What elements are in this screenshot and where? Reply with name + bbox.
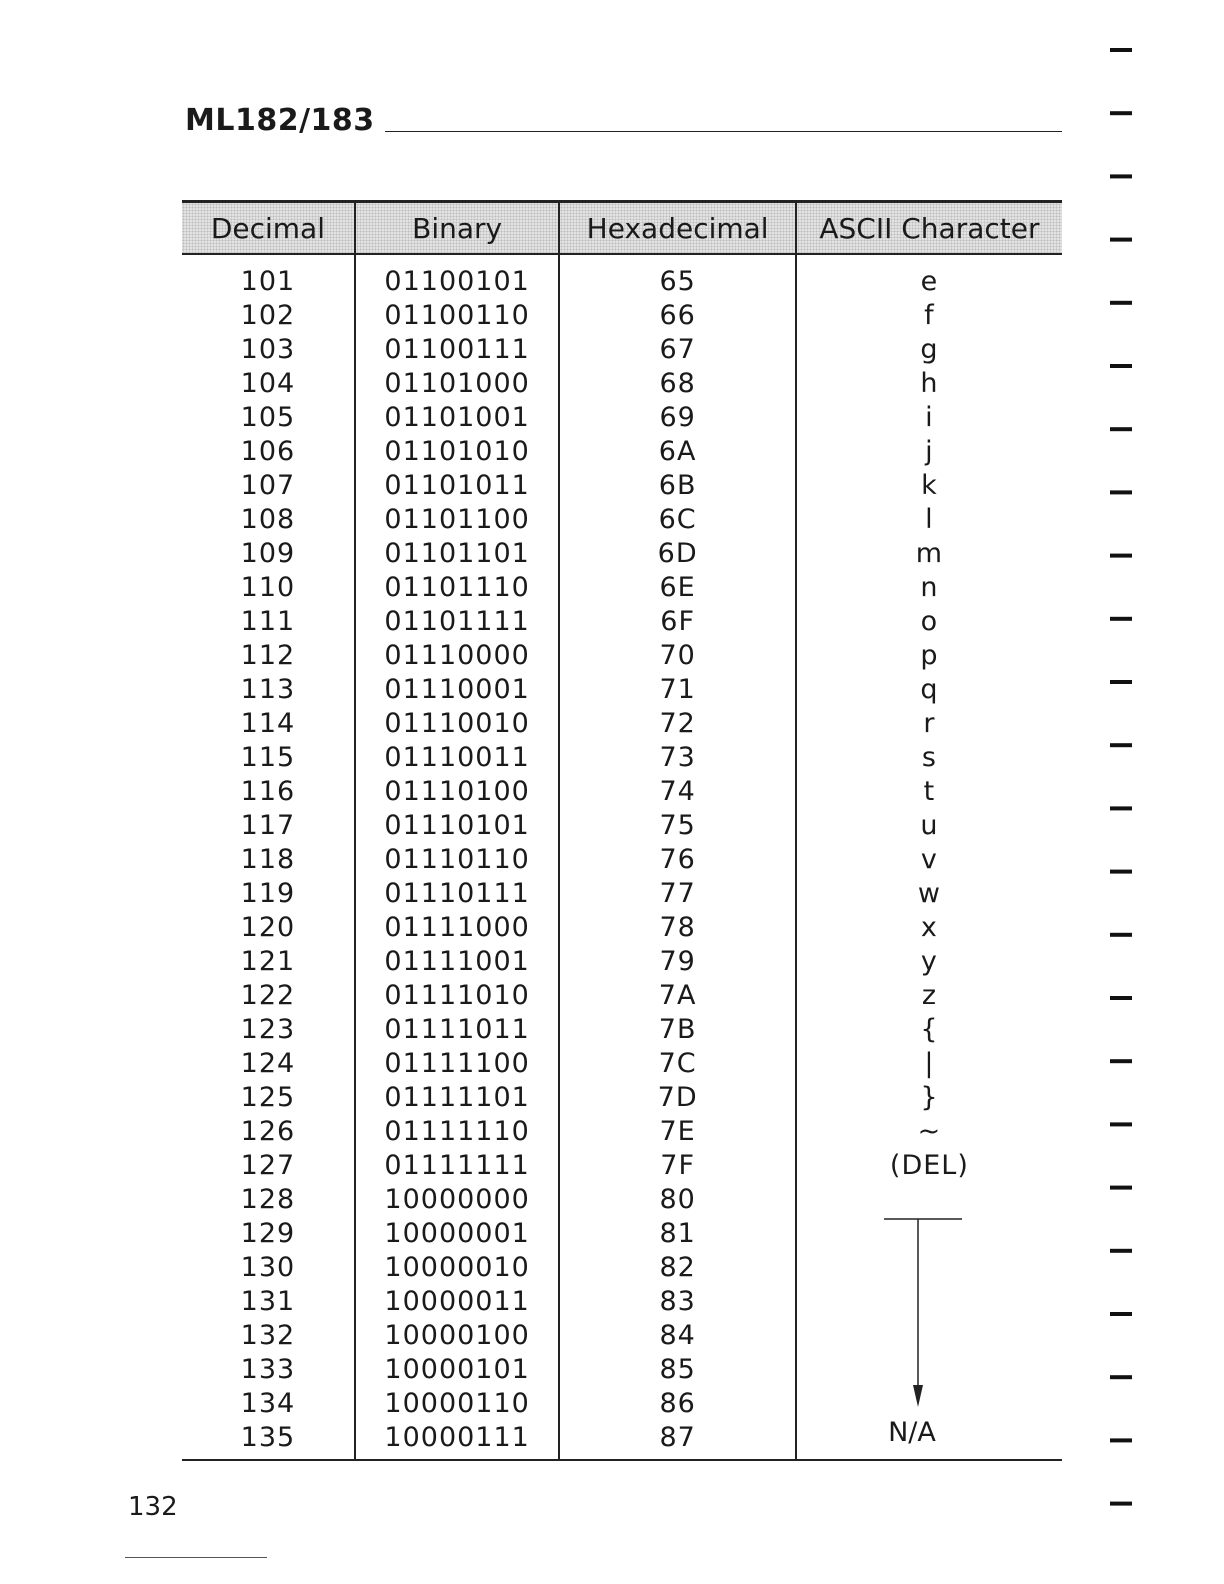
- ascii-cell: g: [920, 334, 939, 365]
- model-title: ML182/183: [185, 103, 375, 138]
- ascii-cell: k: [921, 470, 938, 501]
- hexadecimal-cell: 6F: [660, 606, 695, 637]
- hexadecimal-cell: 78: [659, 912, 696, 943]
- hexadecimal-cell: 83: [659, 1286, 696, 1317]
- binding-mark: [1110, 238, 1132, 242]
- decimal-cell: 105: [240, 402, 296, 433]
- ascii-cell: ~: [917, 1116, 942, 1147]
- binary-cell: 10000110: [384, 1388, 530, 1419]
- hexadecimal-cell: 87: [659, 1422, 696, 1453]
- hexadecimal-cell: 6E: [659, 572, 696, 603]
- hexadecimal-cell: 75: [659, 810, 696, 841]
- ascii-cell: u: [920, 810, 939, 841]
- hexadecimal-cell: 66: [659, 300, 696, 331]
- binary-cell: 01101010: [384, 436, 530, 467]
- binary-cell: 10000101: [384, 1354, 530, 1385]
- binary-cell: 01100110: [384, 300, 530, 331]
- binding-mark: [1110, 1438, 1132, 1442]
- ascii-cell: m: [915, 538, 944, 569]
- binding-mark: [1110, 996, 1132, 1000]
- binary-cell: 01111000: [384, 912, 530, 943]
- decimal-cell: 111: [240, 606, 296, 637]
- binding-mark: [1110, 1375, 1132, 1379]
- hexadecimal-cell: 6A: [658, 436, 697, 467]
- binary-cell: 01110000: [384, 640, 530, 671]
- binary-cell: 01111011: [384, 1014, 530, 1045]
- binary-cell: 01111101: [384, 1082, 530, 1113]
- na-label: N/A: [888, 1417, 936, 1448]
- binding-mark: [1110, 1249, 1132, 1253]
- binary-cell: 01111111: [384, 1150, 530, 1181]
- decimal-cell: 116: [240, 776, 296, 807]
- binding-mark: [1110, 364, 1132, 368]
- binding-mark: [1110, 174, 1132, 178]
- decimal-cell: 112: [240, 640, 296, 671]
- hexadecimal-cell: 69: [659, 402, 696, 433]
- ascii-cell: e: [920, 266, 939, 297]
- ascii-cell: j: [925, 436, 934, 467]
- binding-mark: [1110, 1059, 1132, 1063]
- binary-cell: 01110100: [384, 776, 530, 807]
- binary-cell: 01100111: [384, 334, 530, 365]
- binary-cell: 01110111: [384, 878, 530, 909]
- hexadecimal-cell: 71: [659, 674, 696, 705]
- binding-mark: [1110, 870, 1132, 874]
- binding-mark: [1110, 554, 1132, 558]
- hexadecimal-cell: 6B: [658, 470, 697, 501]
- decimal-cell: 135: [240, 1422, 296, 1453]
- ascii-cell: i: [925, 402, 934, 433]
- binding-mark: [1110, 1502, 1132, 1506]
- column-hexadecimal: [560, 255, 796, 1459]
- binary-cell: 01101000: [384, 368, 530, 399]
- binary-cell: 01101110: [384, 572, 530, 603]
- header-rule: [385, 131, 1062, 132]
- binary-cell: 01110011: [384, 742, 530, 773]
- hexadecimal-cell: 82: [659, 1252, 696, 1283]
- hexadecimal-cell: 7E: [659, 1116, 696, 1147]
- ascii-cell: o: [920, 606, 939, 637]
- binary-cell: 01111001: [384, 946, 530, 977]
- header-ascii: ASCII Character: [819, 211, 1040, 245]
- hexadecimal-cell: 7F: [660, 1150, 695, 1181]
- table-header-row: [182, 200, 1062, 255]
- hexadecimal-cell: 84: [659, 1320, 696, 1351]
- binary-cell: 01101101: [384, 538, 530, 569]
- decimal-cell: 103: [240, 334, 296, 365]
- footer-rule: [125, 1557, 267, 1558]
- hexadecimal-cell: 7B: [658, 1014, 697, 1045]
- ascii-cell: z: [921, 980, 937, 1011]
- binary-cell: 01111110: [384, 1116, 530, 1147]
- hexadecimal-cell: 6D: [657, 538, 698, 569]
- binding-mark: [1110, 427, 1132, 431]
- decimal-cell: 123: [240, 1014, 296, 1045]
- hexadecimal-cell: 72: [659, 708, 696, 739]
- header-decimal: Decimal: [182, 203, 356, 253]
- decimal-cell: 125: [240, 1082, 296, 1113]
- binary-cell: 01111100: [384, 1048, 530, 1079]
- decimal-cell: 102: [240, 300, 296, 331]
- decimal-cell: 106: [240, 436, 296, 467]
- decimal-cell: 132: [240, 1320, 296, 1351]
- decimal-cell: 113: [240, 674, 296, 705]
- hexadecimal-cell: 70: [659, 640, 696, 671]
- decimal-cell: 124: [240, 1048, 296, 1079]
- binding-mark: [1110, 933, 1132, 937]
- ascii-cell: p: [920, 640, 939, 671]
- binary-cell: 01101100: [384, 504, 530, 535]
- binary-cell: 01111010: [384, 980, 530, 1011]
- page-number: 132: [128, 1492, 178, 1522]
- ascii-cell: n: [920, 572, 939, 603]
- binary-cell: 01110101: [384, 810, 530, 841]
- hexadecimal-cell: 79: [659, 946, 696, 977]
- hexadecimal-cell: 7C: [658, 1048, 697, 1079]
- page-header: [185, 96, 1062, 136]
- hexadecimal-cell: 68: [659, 368, 696, 399]
- hexadecimal-cell: 77: [659, 878, 696, 909]
- decimal-cell: 118: [240, 844, 296, 875]
- ascii-cell: r: [923, 708, 936, 739]
- binding-mark: [1110, 680, 1132, 684]
- hexadecimal-cell: 7D: [657, 1082, 698, 1113]
- binding-mark: [1110, 301, 1132, 305]
- decimal-cell: 130: [240, 1252, 296, 1283]
- ascii-table: [182, 200, 1062, 1461]
- decimal-cell: 101: [240, 266, 296, 297]
- binding-mark: [1110, 490, 1132, 494]
- decimal-cell: 126: [240, 1116, 296, 1147]
- na-range-arrow: [884, 1217, 964, 1407]
- ascii-cell: {: [920, 1014, 939, 1045]
- binding-mark: [1110, 1186, 1132, 1190]
- binary-cell: 01110110: [384, 844, 530, 875]
- binary-cell: 01100101: [384, 266, 530, 297]
- decimal-cell: 119: [240, 878, 296, 909]
- decimal-cell: 120: [240, 912, 296, 943]
- decimal-cell: 107: [240, 470, 296, 501]
- ascii-cell: s: [921, 742, 937, 773]
- decimal-cell: 108: [240, 504, 296, 535]
- column-decimal: [182, 255, 356, 1459]
- ascii-cell: f: [924, 300, 935, 331]
- decimal-cell: 122: [240, 980, 296, 1011]
- ascii-cell: y: [920, 946, 938, 977]
- binary-cell: 01101111: [384, 606, 530, 637]
- hexadecimal-cell: 6C: [658, 504, 697, 535]
- binding-mark: [1110, 1312, 1132, 1316]
- na-range-arrow-head: [913, 1385, 923, 1407]
- binary-cell: 01110010: [384, 708, 530, 739]
- binary-cell: 10000011: [384, 1286, 530, 1317]
- decimal-cell: 134: [240, 1388, 296, 1419]
- hexadecimal-cell: 74: [659, 776, 696, 807]
- decimal-cell: 109: [240, 538, 296, 569]
- decimal-cell: 121: [240, 946, 296, 977]
- hexadecimal-cell: 7A: [658, 980, 697, 1011]
- ascii-cell: q: [920, 674, 939, 705]
- ascii-cell: (DEL): [889, 1150, 969, 1181]
- binding-mark: [1110, 111, 1132, 115]
- ascii-cell: |: [924, 1048, 935, 1079]
- binding-mark: [1110, 48, 1132, 52]
- binding-mark: [1110, 617, 1132, 621]
- binding-edge-marks: [1106, 0, 1146, 1584]
- ascii-cell: v: [920, 844, 938, 875]
- binary-cell: 10000001: [384, 1218, 530, 1249]
- ascii-cell: x: [920, 912, 938, 943]
- decimal-cell: 114: [240, 708, 296, 739]
- ascii-cell: }: [920, 1082, 939, 1113]
- hexadecimal-cell: 76: [659, 844, 696, 875]
- header-hexadecimal: Hexadecimal: [560, 203, 796, 253]
- ascii-cell: h: [920, 368, 939, 399]
- hexadecimal-cell: 65: [659, 266, 696, 297]
- decimal-cell: 127: [240, 1150, 296, 1181]
- binding-mark: [1110, 743, 1132, 747]
- decimal-cell: 104: [240, 368, 296, 399]
- binding-mark: [1110, 806, 1132, 810]
- hexadecimal-cell: 81: [659, 1218, 696, 1249]
- binary-cell: 10000111: [384, 1422, 530, 1453]
- decimal-cell: 129: [240, 1218, 296, 1249]
- ascii-cell: l: [925, 504, 934, 535]
- hexadecimal-cell: 80: [659, 1184, 696, 1215]
- binary-cell: 01101011: [384, 470, 530, 501]
- decimal-cell: 110: [240, 572, 296, 603]
- ascii-cell: t: [923, 776, 936, 807]
- hexadecimal-cell: 67: [659, 334, 696, 365]
- hexadecimal-cell: 73: [659, 742, 696, 773]
- binary-cell: 01101001: [384, 402, 530, 433]
- ascii-cell: [797, 1183, 1062, 1217]
- binding-mark: [1110, 1122, 1132, 1126]
- binary-cell: 10000100: [384, 1320, 530, 1351]
- binary-cell: 01110001: [384, 674, 530, 705]
- column-binary: [356, 255, 561, 1459]
- ascii-cell: w: [917, 878, 941, 909]
- decimal-cell: 131: [240, 1286, 296, 1317]
- hexadecimal-cell: 86: [659, 1388, 696, 1419]
- binary-cell: 10000000: [384, 1184, 530, 1215]
- hexadecimal-cell: 85: [659, 1354, 696, 1385]
- header-binary: Binary: [356, 203, 561, 253]
- decimal-cell: 117: [240, 810, 296, 841]
- decimal-cell: 133: [240, 1354, 296, 1385]
- decimal-cell: 128: [240, 1184, 296, 1215]
- binary-cell: 10000010: [384, 1252, 530, 1283]
- decimal-cell: 115: [240, 742, 296, 773]
